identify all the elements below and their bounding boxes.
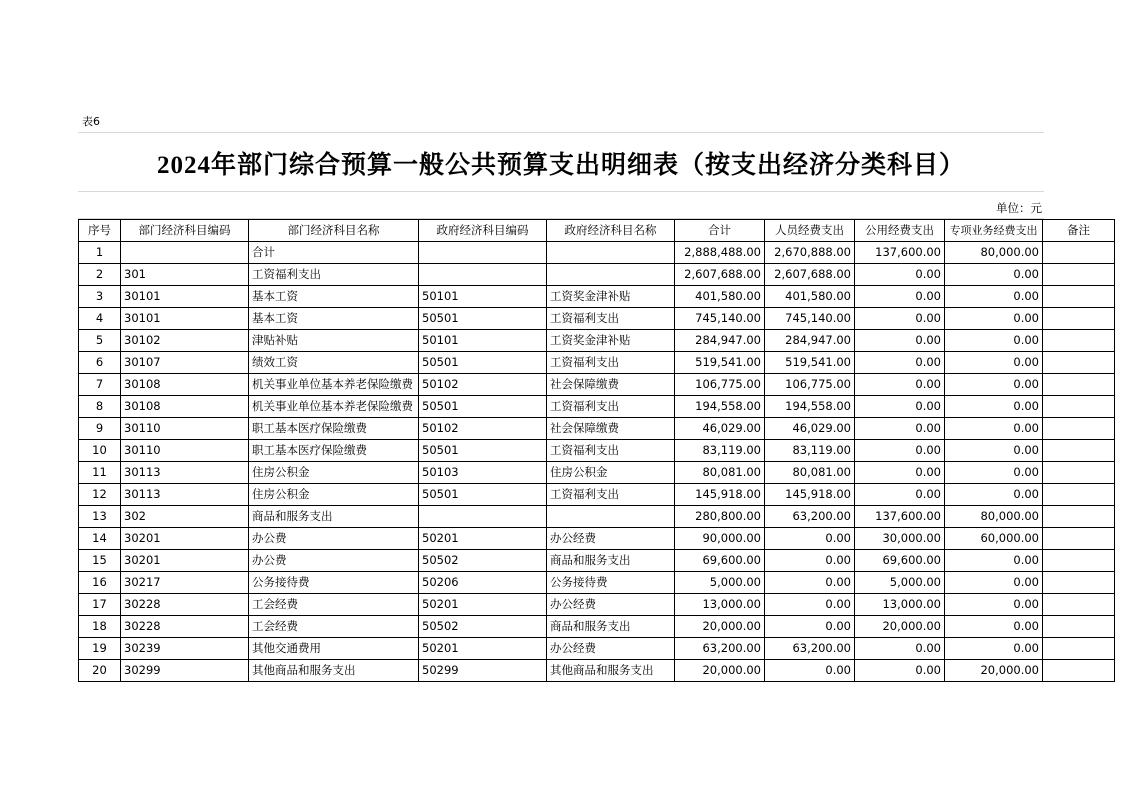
cell-seq: 15 — [79, 550, 121, 572]
cell-gov-name: 办公经费 — [547, 594, 675, 616]
cell-public-expense: 13,000.00 — [855, 594, 945, 616]
unit-band — [78, 192, 1044, 219]
cell-total: 280,800.00 — [675, 506, 765, 528]
cell-public-expense: 0.00 — [855, 484, 945, 506]
table-body — [79, 242, 1115, 682]
cell-dept-code: 30108 — [121, 396, 249, 418]
header-special-expense: 专项业务经费支出 — [945, 220, 1043, 242]
cell-gov-name — [547, 242, 675, 264]
cell-seq: 18 — [79, 616, 121, 638]
cell-dept-name: 工资福利支出 — [249, 264, 419, 286]
cell-special-expense: 0.00 — [945, 462, 1043, 484]
cell-special-expense: 80,000.00 — [945, 506, 1043, 528]
cell-dept-name: 合计 — [249, 242, 419, 264]
cell-dept-code: 30299 — [121, 660, 249, 682]
cell-total: 80,081.00 — [675, 462, 765, 484]
cell-gov-code: 50501 — [419, 308, 547, 330]
document-page — [78, 112, 1090, 682]
cell-remark — [1043, 638, 1115, 660]
cell-remark — [1043, 264, 1115, 286]
cell-staff-expense: 63,200.00 — [765, 638, 855, 660]
cell-total: 90,000.00 — [675, 528, 765, 550]
cell-dept-code — [121, 242, 249, 264]
table-row — [79, 660, 1115, 682]
cell-remark — [1043, 660, 1115, 682]
cell-seq: 10 — [79, 440, 121, 462]
cell-gov-code: 50102 — [419, 418, 547, 440]
cell-seq: 5 — [79, 330, 121, 352]
cell-total: 5,000.00 — [675, 572, 765, 594]
cell-staff-expense: 284,947.00 — [765, 330, 855, 352]
cell-special-expense: 0.00 — [945, 616, 1043, 638]
cell-dept-name: 工会经费 — [249, 594, 419, 616]
cell-gov-code — [419, 506, 547, 528]
cell-seq: 16 — [79, 572, 121, 594]
cell-dept-code: 30107 — [121, 352, 249, 374]
cell-gov-name: 商品和服务支出 — [547, 616, 675, 638]
cell-special-expense: 0.00 — [945, 550, 1043, 572]
cell-gov-name: 其他商品和服务支出 — [547, 660, 675, 682]
cell-dept-name: 津贴补贴 — [249, 330, 419, 352]
cell-dept-code: 30113 — [121, 462, 249, 484]
cell-gov-name: 办公经费 — [547, 528, 675, 550]
cell-remark — [1043, 506, 1115, 528]
cell-public-expense: 137,600.00 — [855, 242, 945, 264]
table-row — [79, 462, 1115, 484]
cell-dept-name: 工会经费 — [249, 616, 419, 638]
cell-staff-expense: 519,541.00 — [765, 352, 855, 374]
cell-remark — [1043, 594, 1115, 616]
table-row — [79, 396, 1115, 418]
cell-dept-name: 职工基本医疗保险缴费 — [249, 440, 419, 462]
cell-total: 745,140.00 — [675, 308, 765, 330]
cell-remark — [1043, 528, 1115, 550]
table-row — [79, 638, 1115, 660]
cell-seq: 1 — [79, 242, 121, 264]
cell-public-expense: 0.00 — [855, 418, 945, 440]
cell-special-expense: 0.00 — [945, 330, 1043, 352]
cell-seq: 7 — [79, 374, 121, 396]
sheet-label: 表6 — [78, 112, 1044, 133]
title-band — [78, 133, 1044, 192]
cell-dept-code: 30239 — [121, 638, 249, 660]
cell-total: 83,119.00 — [675, 440, 765, 462]
cell-gov-name: 社会保障缴费 — [547, 418, 675, 440]
cell-dept-name: 住房公积金 — [249, 484, 419, 506]
cell-public-expense: 0.00 — [855, 638, 945, 660]
cell-special-expense: 0.00 — [945, 572, 1043, 594]
cell-gov-code: 50103 — [419, 462, 547, 484]
cell-gov-code: 50206 — [419, 572, 547, 594]
cell-seq: 4 — [79, 308, 121, 330]
table-row — [79, 330, 1115, 352]
cell-public-expense: 0.00 — [855, 660, 945, 682]
cell-remark — [1043, 374, 1115, 396]
cell-dept-code: 30101 — [121, 286, 249, 308]
cell-remark — [1043, 572, 1115, 594]
cell-special-expense: 80,000.00 — [945, 242, 1043, 264]
cell-gov-name: 工资福利支出 — [547, 440, 675, 462]
cell-dept-code: 30201 — [121, 528, 249, 550]
cell-total: 13,000.00 — [675, 594, 765, 616]
cell-remark — [1043, 242, 1115, 264]
cell-staff-expense: 2,607,688.00 — [765, 264, 855, 286]
cell-dept-name: 办公费 — [249, 528, 419, 550]
cell-special-expense: 0.00 — [945, 418, 1043, 440]
cell-dept-code: 30113 — [121, 484, 249, 506]
cell-public-expense: 20,000.00 — [855, 616, 945, 638]
cell-seq: 13 — [79, 506, 121, 528]
table-row — [79, 484, 1115, 506]
cell-total: 69,600.00 — [675, 550, 765, 572]
cell-staff-expense: 2,670,888.00 — [765, 242, 855, 264]
cell-gov-name: 社会保障缴费 — [547, 374, 675, 396]
cell-total: 194,558.00 — [675, 396, 765, 418]
cell-gov-name: 工资奖金津补贴 — [547, 286, 675, 308]
cell-dept-name: 机关事业单位基本养老保险缴费 — [249, 396, 419, 418]
cell-staff-expense: 0.00 — [765, 572, 855, 594]
header-total: 合计 — [675, 220, 765, 242]
cell-dept-name: 基本工资 — [249, 286, 419, 308]
cell-staff-expense: 401,580.00 — [765, 286, 855, 308]
cell-dept-name: 基本工资 — [249, 308, 419, 330]
table-row — [79, 374, 1115, 396]
cell-seq: 2 — [79, 264, 121, 286]
cell-remark — [1043, 396, 1115, 418]
cell-dept-code: 30201 — [121, 550, 249, 572]
unit-note: 单位：元 — [996, 201, 1042, 215]
table-row — [79, 616, 1115, 638]
cell-dept-code: 30101 — [121, 308, 249, 330]
cell-dept-name: 住房公积金 — [249, 462, 419, 484]
table-row — [79, 308, 1115, 330]
cell-remark — [1043, 308, 1115, 330]
cell-gov-name: 工资福利支出 — [547, 396, 675, 418]
cell-total: 2,888,488.00 — [675, 242, 765, 264]
cell-gov-code: 50501 — [419, 396, 547, 418]
cell-seq: 6 — [79, 352, 121, 374]
cell-total: 106,775.00 — [675, 374, 765, 396]
cell-public-expense: 69,600.00 — [855, 550, 945, 572]
cell-remark — [1043, 484, 1115, 506]
cell-public-expense: 0.00 — [855, 396, 945, 418]
cell-special-expense: 0.00 — [945, 440, 1043, 462]
cell-public-expense: 5,000.00 — [855, 572, 945, 594]
cell-total: 20,000.00 — [675, 660, 765, 682]
cell-staff-expense: 0.00 — [765, 528, 855, 550]
cell-gov-name — [547, 264, 675, 286]
cell-gov-code: 50201 — [419, 638, 547, 660]
cell-dept-code: 30110 — [121, 418, 249, 440]
cell-gov-code: 50502 — [419, 550, 547, 572]
cell-remark — [1043, 550, 1115, 572]
cell-special-expense: 0.00 — [945, 638, 1043, 660]
header-remark: 备注 — [1043, 220, 1115, 242]
cell-dept-name: 其他商品和服务支出 — [249, 660, 419, 682]
table-row — [79, 594, 1115, 616]
cell-public-expense: 0.00 — [855, 440, 945, 462]
cell-staff-expense: 63,200.00 — [765, 506, 855, 528]
page-title: 2024年部门综合预算一般公共预算支出明细表（按支出经济分类科目） — [156, 152, 965, 179]
budget-table — [78, 219, 1115, 682]
header-dept-code: 部门经济科目编码 — [121, 220, 249, 242]
cell-special-expense: 0.00 — [945, 264, 1043, 286]
cell-staff-expense: 745,140.00 — [765, 308, 855, 330]
cell-staff-expense: 0.00 — [765, 660, 855, 682]
cell-remark — [1043, 352, 1115, 374]
cell-dept-code: 30108 — [121, 374, 249, 396]
cell-seq: 9 — [79, 418, 121, 440]
cell-seq: 3 — [79, 286, 121, 308]
cell-public-expense: 0.00 — [855, 308, 945, 330]
header-gov-code: 政府经济科目编码 — [419, 220, 547, 242]
cell-remark — [1043, 418, 1115, 440]
cell-dept-name: 职工基本医疗保险缴费 — [249, 418, 419, 440]
table-row — [79, 440, 1115, 462]
header-dept-name: 部门经济科目名称 — [249, 220, 419, 242]
cell-total: 145,918.00 — [675, 484, 765, 506]
cell-total: 20,000.00 — [675, 616, 765, 638]
cell-gov-name — [547, 506, 675, 528]
cell-gov-name: 办公经费 — [547, 638, 675, 660]
cell-special-expense: 0.00 — [945, 352, 1043, 374]
cell-total: 63,200.00 — [675, 638, 765, 660]
cell-gov-code: 50201 — [419, 528, 547, 550]
cell-staff-expense: 83,119.00 — [765, 440, 855, 462]
cell-seq: 8 — [79, 396, 121, 418]
cell-total: 46,029.00 — [675, 418, 765, 440]
cell-gov-name: 公务接待费 — [547, 572, 675, 594]
cell-special-expense: 20,000.00 — [945, 660, 1043, 682]
table-header-row — [79, 220, 1115, 242]
cell-remark — [1043, 616, 1115, 638]
cell-remark — [1043, 286, 1115, 308]
cell-dept-code: 301 — [121, 264, 249, 286]
cell-dept-name: 绩效工资 — [249, 352, 419, 374]
cell-gov-code: 50102 — [419, 374, 547, 396]
cell-staff-expense: 80,081.00 — [765, 462, 855, 484]
cell-seq: 14 — [79, 528, 121, 550]
cell-public-expense: 137,600.00 — [855, 506, 945, 528]
cell-staff-expense: 0.00 — [765, 594, 855, 616]
cell-public-expense: 30,000.00 — [855, 528, 945, 550]
cell-dept-name: 办公费 — [249, 550, 419, 572]
cell-staff-expense: 106,775.00 — [765, 374, 855, 396]
cell-remark — [1043, 330, 1115, 352]
cell-remark — [1043, 440, 1115, 462]
cell-gov-name: 商品和服务支出 — [547, 550, 675, 572]
table-row — [79, 506, 1115, 528]
cell-dept-code: 30217 — [121, 572, 249, 594]
table-row — [79, 286, 1115, 308]
cell-staff-expense: 46,029.00 — [765, 418, 855, 440]
cell-gov-name: 工资福利支出 — [547, 308, 675, 330]
cell-gov-code: 50501 — [419, 484, 547, 506]
cell-gov-code — [419, 242, 547, 264]
cell-special-expense: 0.00 — [945, 308, 1043, 330]
cell-special-expense: 0.00 — [945, 484, 1043, 506]
cell-public-expense: 0.00 — [855, 330, 945, 352]
cell-gov-code: 50501 — [419, 352, 547, 374]
cell-dept-name: 其他交通费用 — [249, 638, 419, 660]
cell-special-expense: 0.00 — [945, 396, 1043, 418]
table-row — [79, 528, 1115, 550]
cell-total: 2,607,688.00 — [675, 264, 765, 286]
cell-dept-code: 302 — [121, 506, 249, 528]
cell-gov-code: 50201 — [419, 594, 547, 616]
cell-dept-name: 机关事业单位基本养老保险缴费 — [249, 374, 419, 396]
header-public-expense: 公用经费支出 — [855, 220, 945, 242]
cell-staff-expense: 194,558.00 — [765, 396, 855, 418]
cell-gov-name: 住房公积金 — [547, 462, 675, 484]
cell-dept-name: 商品和服务支出 — [249, 506, 419, 528]
cell-dept-code: 30102 — [121, 330, 249, 352]
cell-dept-code: 30228 — [121, 594, 249, 616]
cell-total: 284,947.00 — [675, 330, 765, 352]
cell-special-expense: 0.00 — [945, 374, 1043, 396]
cell-special-expense: 60,000.00 — [945, 528, 1043, 550]
cell-total: 519,541.00 — [675, 352, 765, 374]
cell-gov-code: 50101 — [419, 286, 547, 308]
cell-staff-expense: 145,918.00 — [765, 484, 855, 506]
cell-seq: 11 — [79, 462, 121, 484]
cell-gov-code: 50502 — [419, 616, 547, 638]
cell-public-expense: 0.00 — [855, 374, 945, 396]
table-row — [79, 242, 1115, 264]
header-seq: 序号 — [79, 220, 121, 242]
cell-public-expense: 0.00 — [855, 352, 945, 374]
cell-total: 401,580.00 — [675, 286, 765, 308]
table-row — [79, 418, 1115, 440]
cell-gov-name: 工资奖金津补贴 — [547, 330, 675, 352]
cell-gov-code: 50501 — [419, 440, 547, 462]
cell-gov-name: 工资福利支出 — [547, 352, 675, 374]
header-staff-expense: 人员经费支出 — [765, 220, 855, 242]
cell-gov-code: 50101 — [419, 330, 547, 352]
cell-public-expense: 0.00 — [855, 264, 945, 286]
cell-seq: 17 — [79, 594, 121, 616]
cell-special-expense: 0.00 — [945, 594, 1043, 616]
cell-gov-code: 50299 — [419, 660, 547, 682]
cell-seq: 12 — [79, 484, 121, 506]
cell-remark — [1043, 462, 1115, 484]
table-row — [79, 352, 1115, 374]
cell-staff-expense: 0.00 — [765, 616, 855, 638]
cell-dept-code: 30228 — [121, 616, 249, 638]
cell-public-expense: 0.00 — [855, 462, 945, 484]
cell-public-expense: 0.00 — [855, 286, 945, 308]
cell-gov-name: 工资福利支出 — [547, 484, 675, 506]
table-row — [79, 264, 1115, 286]
cell-seq: 20 — [79, 660, 121, 682]
table-row — [79, 550, 1115, 572]
cell-dept-name: 公务接待费 — [249, 572, 419, 594]
table-row — [79, 572, 1115, 594]
cell-dept-code: 30110 — [121, 440, 249, 462]
cell-special-expense: 0.00 — [945, 286, 1043, 308]
cell-seq: 19 — [79, 638, 121, 660]
header-gov-name: 政府经济科目名称 — [547, 220, 675, 242]
cell-gov-code — [419, 264, 547, 286]
cell-staff-expense: 0.00 — [765, 550, 855, 572]
